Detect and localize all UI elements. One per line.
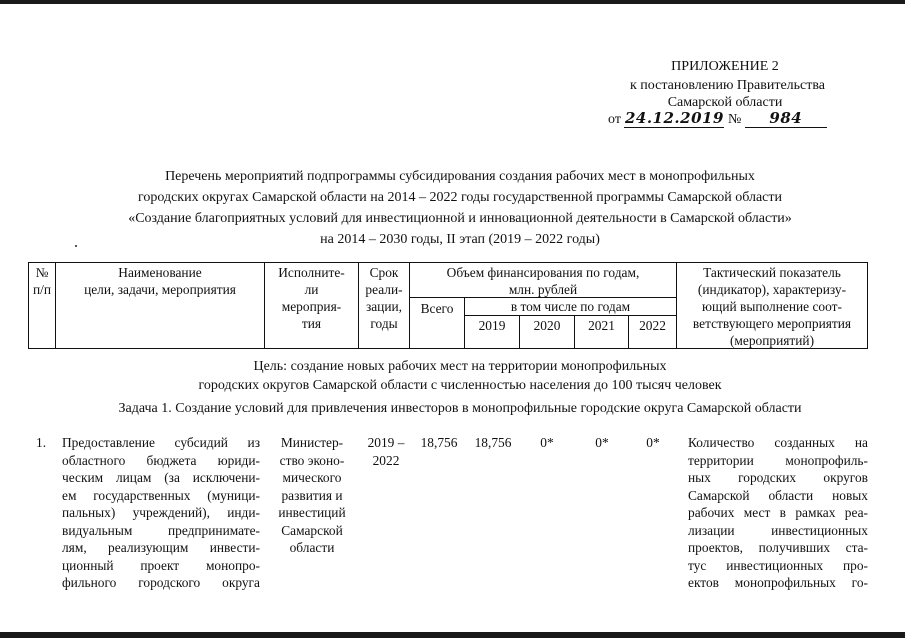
header-funding: Объем финансирования по годам, млн. рублей xyxy=(446,265,640,297)
header-indicator: Тактический показатель (индикатор), характеризу- ющий выполнение соот- ветствующего мероприятия (мероприятий) xyxy=(692,265,852,348)
handwritten-date: 24.12.2019 xyxy=(624,109,724,127)
header-year-2019: 2019 xyxy=(478,318,506,333)
attachment-line-2: Самарской области xyxy=(667,95,783,110)
header-executor: Исполните- ли мероприя- тия xyxy=(278,265,345,331)
scan-top-border xyxy=(0,0,905,4)
header-year-2021: 2021 xyxy=(588,318,615,333)
attachment-line-1: к постановлению Правительства xyxy=(629,78,826,93)
row-1-2022: 0* xyxy=(646,435,660,450)
document-title xyxy=(80,166,840,250)
attachment-date-line xyxy=(608,111,858,128)
row-1-total: 18,756 xyxy=(420,435,458,450)
row-1-2019: 18,756 xyxy=(474,435,512,450)
attachment-title: ПРИЛОЖЕНИЕ 2 xyxy=(671,59,779,74)
header-total: Всего xyxy=(420,301,454,316)
title-line-2: городских округах Самарской области на 2014 – 2022 годы государственной программы Самарской области xyxy=(137,190,783,205)
header-year-2020: 2020 xyxy=(533,318,561,333)
row-1-executor: Министер- ство эконо- мического развития и инвестиций Самарской области xyxy=(278,435,346,555)
handwritten-number: 984 xyxy=(745,111,827,128)
header-num: № п/п xyxy=(32,265,52,297)
row-1-indicator: Количество созданных на территории монопрофиль- ных городских округов Самарской области новых рабочих мест в рамках реа- лизации инвестиционных проектов, получивших ста- тус инвестиционных про- ектов монопрофильных го- xyxy=(688,435,868,590)
header-name: Наименование цели, задачи, мероприятия xyxy=(84,265,236,297)
goal-text: Цель: создание новых рабочих мест на территории монопрофильных городских округов Самарской области с численностью населения до 100 тысяч человек xyxy=(198,359,722,393)
scan-speck xyxy=(75,245,77,247)
task-text: Задача 1. Создание условий для привлечения инвесторов в монопрофильные городские округа Самарской области xyxy=(118,401,802,416)
title-line-1: Перечень мероприятий подпрограммы субсидирования создания рабочих мест в монопрофильных xyxy=(165,169,755,184)
header-year-2022: 2022 xyxy=(639,318,666,333)
header-period: Срок реали- зации, годы xyxy=(365,265,403,331)
header-by-years: в том числе по годам xyxy=(510,299,631,314)
row-1-period: 2019 – 2022 xyxy=(367,435,405,468)
scan-bottom-border xyxy=(0,632,905,638)
title-line-3: «Создание благоприятных условий для инвестиционной и инновационной деятельности в Самарской области» xyxy=(128,211,792,226)
row-1-name: Предоставление субсидий из областного бюджета юриди- ческим лицам (за исключени- ем государственных (муници- пальных) учреждений), инди- видуальным предпринимате- лям, реализующим инвести- ционный проект монопро- фильного городского округа xyxy=(62,435,260,590)
row-1-2020: 0* xyxy=(540,435,554,450)
row-1-2021: 0* xyxy=(595,435,609,450)
title-line-4: на 2014 – 2030 годы, II этап (2019 – 2022 годы) xyxy=(320,232,600,247)
number-sign: № xyxy=(727,112,742,127)
date-prefix: от xyxy=(608,112,621,127)
row-1-num: 1. xyxy=(36,435,47,450)
